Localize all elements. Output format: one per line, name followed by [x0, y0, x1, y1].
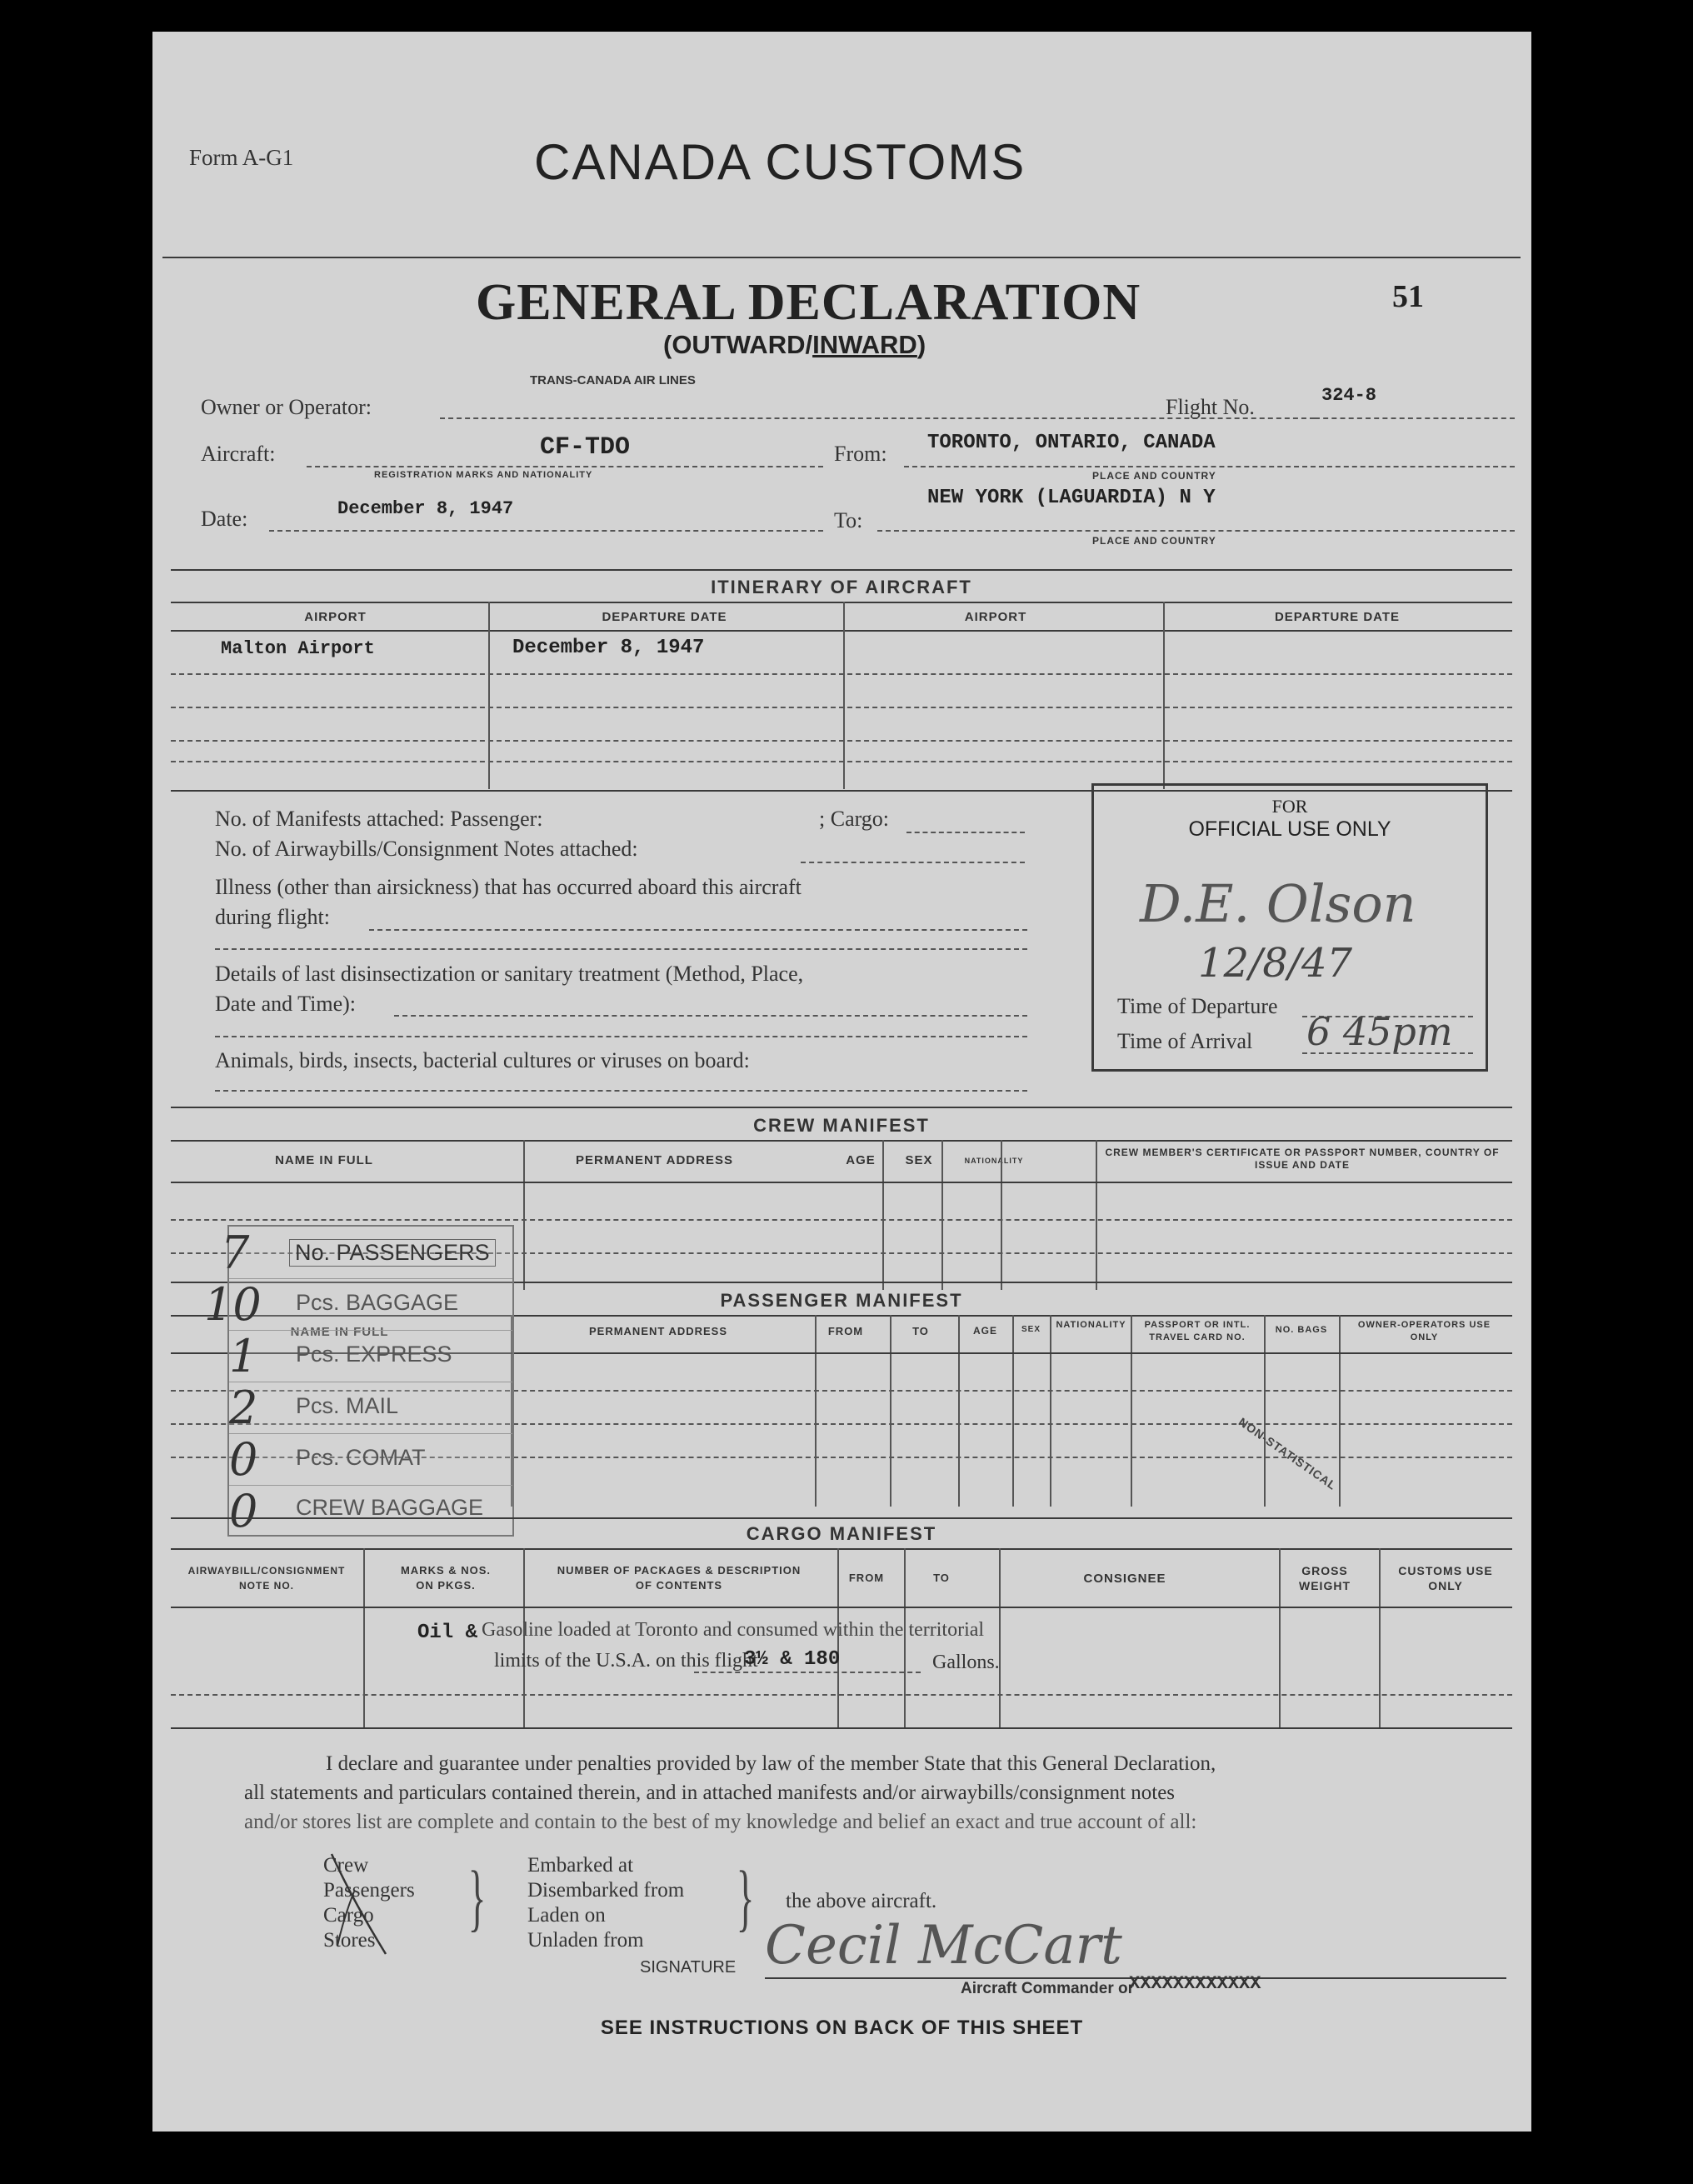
pax-col-from: FROM — [827, 1325, 864, 1337]
crew-title: CREW MANIFEST — [753, 1115, 930, 1136]
itin-col-airport-1: AIRPORT — [304, 610, 367, 624]
tally-label: CREW BAGGAGE — [296, 1495, 484, 1520]
cargo-line-1: Gasoline loaded at Toronto and consumed within the territorial — [482, 1619, 985, 1641]
arrival-time-label: Time of Arrival — [1117, 1029, 1253, 1053]
cargo-col-to: TO — [933, 1572, 950, 1584]
tally-label: Pcs. BAGGAGE — [296, 1290, 459, 1315]
official-initials: D.E. Olson — [1140, 873, 1416, 934]
pax-col-age: AGE — [972, 1325, 997, 1337]
animals-question: Animals, birds, insects, bacterial cultures or viruses on board: — [215, 1048, 750, 1072]
aircraft-caption: REGISTRATION MARKS AND NATIONALITY — [374, 470, 593, 480]
cargo-col-customs: CUSTOMS USE ONLY — [1398, 1564, 1493, 1592]
arrival-time-value: 6 45pm — [1306, 1009, 1453, 1054]
pax-col-nationality: NATIONALITY — [1056, 1320, 1126, 1330]
aircraft-label: Aircraft: — [201, 442, 276, 466]
itinerary-title: ITINERARY OF AIRCRAFT — [711, 577, 972, 597]
details-question-1: Details of last disinsectization or sanitary treatment (Method, Place, — [215, 962, 804, 986]
departure-time-label: Time of Departure — [1117, 994, 1278, 1018]
date-value: December 8, 1947 — [337, 498, 514, 519]
serial-number: 51 — [1392, 279, 1424, 314]
crew-col-name: NAME IN FULL — [275, 1153, 373, 1167]
pax-col-to: TO — [912, 1325, 929, 1337]
illness-question-2: during flight: — [215, 905, 330, 929]
direction-line: (OUTWARD/INWARD) — [663, 330, 926, 359]
itin-col-airport-2: AIRPORT — [964, 610, 1027, 624]
cargo-col-airwaybill: AIRWAYBILL/CONSIGNMENT NOTE NO. — [187, 1565, 346, 1592]
outward-label: (OUTWARD — [663, 330, 806, 359]
tally-row — [229, 1433, 512, 1486]
declaration-actions: Embarked at Disembarked from Laden on Unladen from — [527, 1854, 685, 1952]
cargo-title: CARGO MANIFEST — [746, 1523, 937, 1544]
from-caption: PLACE AND COUNTRY — [1092, 470, 1216, 482]
tally-count: 0 — [229, 1485, 258, 1537]
right-brace: } — [736, 1857, 755, 1939]
cargo-line-2: limits of the U.S.A. on this flight — [494, 1650, 758, 1672]
cargo-amount: 3½ & 180 — [744, 1648, 841, 1671]
crew-col-nationality: NATIONALITY — [964, 1157, 1024, 1165]
from-label: From: — [834, 442, 887, 466]
non-statistical-stamp: NON-STATISTICAL — [1236, 1415, 1340, 1493]
tally-count: 1 — [229, 1330, 258, 1382]
tally-row — [204, 1278, 512, 1331]
official-title: OFFICIAL USE ONLY — [1188, 817, 1391, 841]
official-for: FOR — [1271, 796, 1308, 817]
cargo-col-from: FROM — [848, 1572, 885, 1584]
itin-col-date-2: DEPARTURE DATE — [1274, 610, 1401, 624]
crew-col-address: PERMANENT ADDRESS — [576, 1153, 733, 1167]
left-brace: } — [467, 1857, 487, 1939]
date-label: Date: — [201, 507, 248, 531]
tally-label: Pcs. EXPRESS — [296, 1342, 452, 1367]
pax-col-name: NAME IN FULL — [290, 1325, 389, 1339]
aircraft-value: CF-TDO — [540, 433, 631, 462]
to-label: To: — [834, 508, 863, 532]
tally-row — [229, 1330, 512, 1382]
cargo-col-consignee: CONSIGNEE — [1083, 1572, 1166, 1586]
pax-col-owner: OWNER-OPERATORS USE ONLY — [1357, 1320, 1491, 1342]
to-value: NEW YORK (LAGUARDIA) N Y — [927, 487, 1216, 509]
flight-label: Flight No. — [1166, 395, 1255, 419]
from-value: TORONTO, ONTARIO, CANADA — [927, 432, 1216, 454]
airwaybills-question: No. of Airwaybills/Consignment Notes attached: — [215, 837, 638, 861]
form-title: GENERAL DECLARATION — [476, 274, 1141, 331]
itin-date-value: December 8, 1947 — [512, 637, 705, 659]
tally-label: No. PASSENGERS — [289, 1239, 496, 1267]
signature-role: Aircraft Commander or — [961, 1980, 1134, 1997]
pax-col-bags: NO. BAGS — [1275, 1325, 1328, 1335]
signature-label: SIGNATURE — [640, 1958, 737, 1977]
crew-col-certificate: CREW MEMBER'S CERTIFICATE OR PASSPORT NUMBER, COUNTRY OF ISSUE AND DATE — [1105, 1147, 1500, 1171]
declaration-line-2: all statements and particulars contained therein, and in attached manifests and/or airwaybills/consignment notes — [244, 1782, 1176, 1804]
tally-stamp — [204, 1225, 514, 1537]
agency-title: CANADA CUSTOMS — [534, 134, 1026, 190]
pax-col-address: PERMANENT ADDRESS — [588, 1325, 728, 1337]
cargo-question: ; Cargo: — [819, 807, 890, 831]
strike-mark — [319, 1850, 394, 1958]
pax-col-passport: PASSPORT OR INTL. TRAVEL CARD NO. — [1144, 1320, 1251, 1342]
declaration-line-3: and/or stores list are complete and contain to the best of my knowledge and belief an exact and true account of all: — [244, 1811, 1197, 1833]
cargo-unit: Gallons. — [932, 1652, 1000, 1673]
form-number: Form A-G1 — [189, 145, 294, 170]
declaration-parties: Crew Passengers Cargo Stores — [323, 1854, 415, 1952]
declaration-tail: the above aircraft. — [786, 1890, 937, 1912]
to-caption: PLACE AND COUNTRY — [1092, 535, 1216, 547]
official-use-box — [1091, 783, 1488, 1072]
manifests-question: No. of Manifests attached: Passenger: — [215, 807, 543, 831]
flight-value: 324-8 — [1321, 385, 1377, 406]
illness-question-1: Illness (other than airsickness) that has occurred aboard this aircraft — [215, 875, 802, 899]
tally-count: 2 — [229, 1382, 258, 1434]
crew-col-age: AGE — [846, 1153, 876, 1167]
tally-count: 10 — [204, 1278, 262, 1331]
tally-count: 7 — [221, 1227, 250, 1279]
signature-struck: XXXXXXXXXXXX — [1129, 1973, 1261, 1994]
tally-label: Pcs. MAIL — [296, 1393, 399, 1418]
tally-count: 0 — [229, 1433, 258, 1486]
cargo-prefix: Oil & — [417, 1622, 478, 1644]
cargo-col-packages: NUMBER OF PACKAGES & DESCRIPTION OF CONTENTS — [557, 1564, 802, 1592]
itin-col-date-1: DEPARTURE DATE — [602, 610, 727, 624]
declaration-form — [152, 32, 1531, 2132]
crew-col-sex: SEX — [905, 1153, 933, 1167]
cargo-col-weight: GROSS WEIGHT — [1299, 1564, 1351, 1592]
official-date: 12/8/47 — [1198, 940, 1353, 987]
footer-instructions: SEE INSTRUCTIONS ON BACK OF THIS SHEET — [600, 2017, 1084, 2039]
tally-label: Pcs. COMAT — [296, 1445, 426, 1470]
operator-value: TRANS-CANADA AIR LINES — [530, 373, 696, 387]
declaration-line-1: I declare and guarantee under penalties provided by law of the member State that this General Declaration, — [326, 1752, 1216, 1775]
details-question-2: Date and Time): — [215, 992, 356, 1016]
tally-row — [229, 1382, 512, 1434]
signature-hand: Cecil McCart — [765, 1915, 1122, 1977]
cargo-col-marks: MARKS & NOS. ON PKGS. — [400, 1564, 492, 1592]
inward-label: INWARD — [812, 330, 917, 359]
pax-col-sex: SEX — [1021, 1325, 1041, 1334]
owner-label: Owner or Operator: — [201, 395, 372, 419]
passenger-title: PASSENGER MANIFEST — [720, 1290, 963, 1311]
tally-row — [221, 1227, 512, 1279]
itin-airport-value: Malton Airport — [221, 638, 375, 659]
